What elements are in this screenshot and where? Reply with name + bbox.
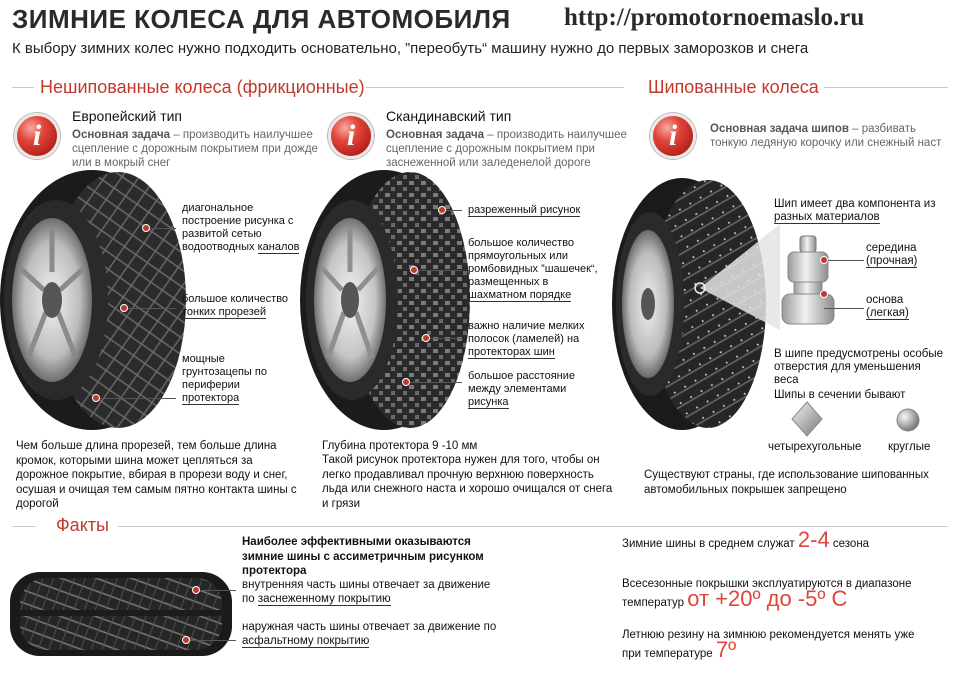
- divider: [824, 87, 948, 88]
- marker-dot: [422, 334, 430, 342]
- european-label-slits: большое количество тонких прорезей: [182, 293, 289, 318]
- marker-dot: [402, 378, 410, 386]
- scandinavian-label-sipes: важно наличие мелких полосок (ламелей) на протекторах шин: [468, 320, 585, 358]
- leader-line: [824, 260, 864, 261]
- scandinavian-label-spacing: большое расстояние между элементами рисунка: [468, 370, 576, 408]
- square-stud-label: четырехугольные: [768, 441, 862, 453]
- section-heading-studless: Нешипованные колеса (фрикционные): [40, 77, 365, 97]
- divider: [12, 87, 34, 88]
- marker-dot: [92, 394, 100, 402]
- page-title: ЗИМНИЕ КОЛЕСА ДЛЯ АВТОМОБИЛЯ: [12, 4, 511, 34]
- marker-dot: [820, 290, 828, 298]
- scandinavian-tread-depth: Глубина протектора 9 -10 мм: [322, 440, 478, 452]
- stud-holes-note: В шипе предусмотрены особые отверстия для уменьшения веса: [774, 348, 944, 386]
- marker-dot: [192, 586, 200, 594]
- studded-banned-note: Существуют страны, где использование шипованных автомобильных покрышек запрещено: [644, 469, 929, 496]
- scandinavian-note: Такой рисунок протектора нужен для того, чтобы он легко продавливал прочную верхнюю поверхность льда или снежного наста и хорошо очищался от снега и грязи: [322, 454, 613, 510]
- studded-task: Основная задача шипов – разбивать тонкую ледяную корочку или снежный наст: [710, 123, 942, 149]
- leader-line: [146, 228, 176, 229]
- round-stud-icon: [896, 408, 920, 432]
- european-note: Чем больше длина прорезей, тем больше длина кромок, которыми шина может цепляться за дорожное покрытие, вбирая в прорези воду и снег, осушая и очищая тем самым пятно контакта шины с дорогой: [16, 440, 297, 510]
- marker-dot: [820, 256, 828, 264]
- divider: [366, 87, 624, 88]
- marker-dot: [142, 224, 150, 232]
- european-task: Основная задача – производить наилучшее сцепление с дорожным покрытием при дожде или в мокрый снег: [72, 129, 318, 169]
- leader-line: [186, 640, 236, 641]
- stud-sections-title: Шипы в сечении бывают: [774, 389, 906, 401]
- european-label-lugs: мощные грунтозацепы по периферии протектора: [182, 353, 267, 404]
- marker-dot: [410, 266, 418, 274]
- fact-winter-tire-life: Зимние шины в среднем служат 2-4 сезона: [622, 527, 870, 552]
- asymmetric-tire-image: [10, 566, 232, 660]
- fact-allseason-range: Всесезонные покрышки эксплуатируются в диапазоне температур от +20º до -5º С: [622, 578, 912, 611]
- leader-line: [196, 590, 236, 591]
- marker-dot: [438, 206, 446, 214]
- info-icon: i: [14, 113, 60, 159]
- page-subtitle: К выбору зимних колес нужно подходить основательно, ”переобуть“ машину нужно до первых заморозков и снега: [12, 40, 809, 57]
- section-heading-facts: Факты: [56, 515, 109, 535]
- leader-line: [426, 338, 462, 339]
- marker-dot: [182, 636, 190, 644]
- asymmetric-outer-label: наружная часть шины отвечает за движение по асфальтному покрытию: [242, 621, 497, 647]
- info-icon: i: [328, 113, 374, 159]
- stud-image: [778, 236, 838, 328]
- european-type-title: Европейский тип: [72, 108, 183, 124]
- stud-base-label: основа (легкая): [866, 294, 909, 319]
- scandinavian-task: Основная задача – производить наилучшее сцепление с дорожным покрытием при заснеженной или заледенелой дороге: [386, 129, 627, 169]
- section-heading-studded: Шипованные колеса: [648, 77, 819, 97]
- stud-intro: Шип имеет два компонента из разных материалов: [774, 198, 936, 223]
- square-stud-icon: [792, 402, 822, 436]
- site-url[interactable]: http://promotornoemaslo.ru: [564, 4, 865, 31]
- leader-line: [406, 382, 462, 383]
- info-icon: i: [650, 113, 696, 159]
- scandinavian-type-title: Скандинавский тип: [386, 108, 512, 124]
- stud-callout-cone: [700, 224, 780, 334]
- marker-dot: [120, 304, 128, 312]
- asymmetric-inner-label: внутренняя часть шины отвечает за движение по заснеженному покрытию: [242, 579, 491, 605]
- european-label-channels: диагональное построение рисунка с развитой сетью водоотводных каналов: [182, 202, 300, 253]
- leader-line: [414, 270, 462, 271]
- round-stud-label: круглые: [888, 441, 931, 453]
- divider: [12, 526, 36, 527]
- fact-change-temperature: Летнюю резину на зимнюю рекомендуется менять уже при температуре 7º: [622, 629, 915, 662]
- leader-line: [124, 308, 176, 309]
- leader-line: [96, 398, 176, 399]
- stud-core-label: середина (прочная): [866, 242, 918, 267]
- asymmetric-title: Наиболее эффективными оказываются зимние шины с ассиметричным рисунком протектора: [242, 536, 484, 577]
- scandinavian-label-checkers: большое количество прямоугольных или ромбовидных ”шашечек“, размещенных в шахматном порядке: [468, 237, 598, 301]
- scandinavian-label-sparse: разреженный рисунок: [468, 204, 581, 216]
- leader-line: [824, 308, 864, 309]
